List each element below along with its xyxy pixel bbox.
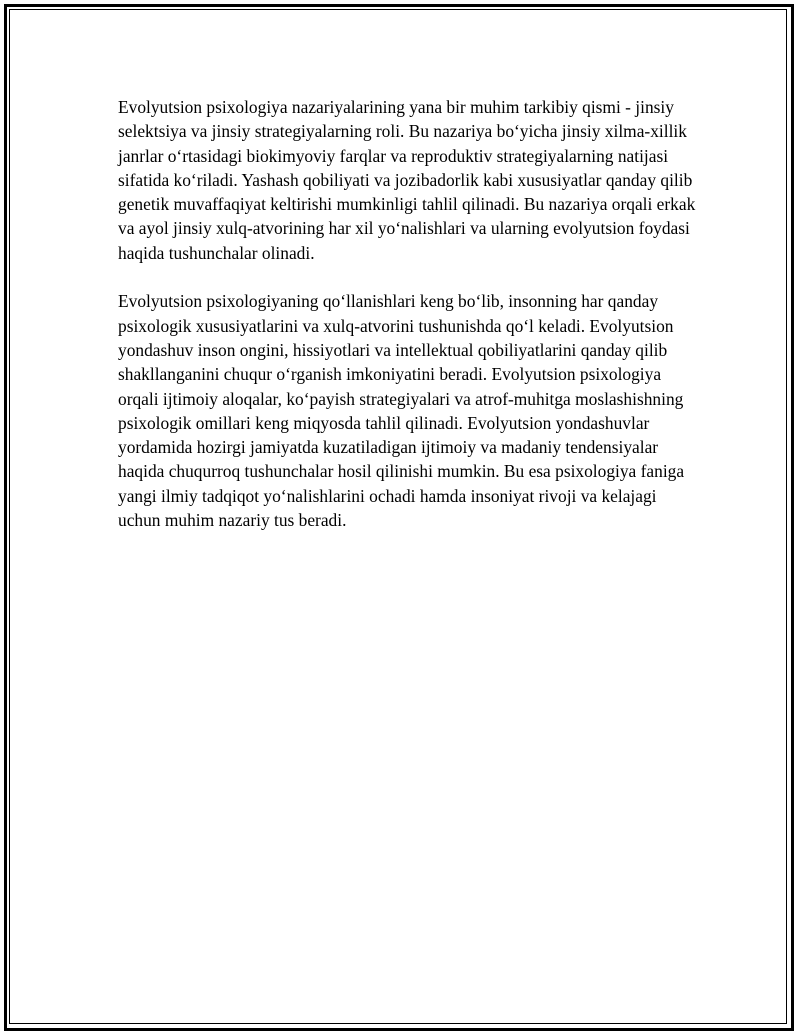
document-body (118, 95, 698, 557)
paragraph-1: Evolyutsion psixologiya nazariyalarining yana bir muhim tarkibiy qismi - jinsiy selektsiya va jinsiy strategiyalarning roli. Bu nazariya bo‘yicha jinsiy xilma-xillik janrlar o‘rtasidagi biokimyoviy farqlar va reproduktiv strategiyalarning natijasi sifatida ko‘riladi. Yashash qobiliyati va jozibadorlik kabi xususiyatlar qanday qilib genetik muvaffaqiyat keltirishi mumkinligi tahlil qilinadi. Bu nazariya orqali erkak va ayol jinsiy xulq-atvorining har xil yo‘nalishlari va ularning evolyutsion foydasi haqida tushunchalar olinadi. (118, 97, 696, 263)
paragraph-2: Evolyutsion psixologiyaning qo‘llanishlari keng bo‘lib, insonning har qanday psixologik xususiyatlarini va xulq-atvorini tushunishda qo‘l keladi. Evolyutsion yondashuv inson ongini, hissiyotlari va intellektual qobiliyatlarini qanday qilib shakllanganini chuqur o‘rganish imkoniyatini beradi. Evolyutsion psixologiya orqali ijtimoiy aloqalar, ko‘payish strategiyalari va atrof-muhitga moslashishning psixologik omillari keng miqyosda tahlil qilinadi. Evolyutsion yondashuvlar yordamida hozirgi jamiyatda kuzatiladigan ijtimoiy va madaniy tendensiyalar haqida chuqurroq tushunchalar hosil qilinishi mumkin. Bu esa psixologiya faniga yangi ilmiy tadqiqot yo‘nalishlarini ochadi hamda insoniyat rivoji va kelajagi uchun muhim nazariy tus beradi. (118, 291, 685, 531)
